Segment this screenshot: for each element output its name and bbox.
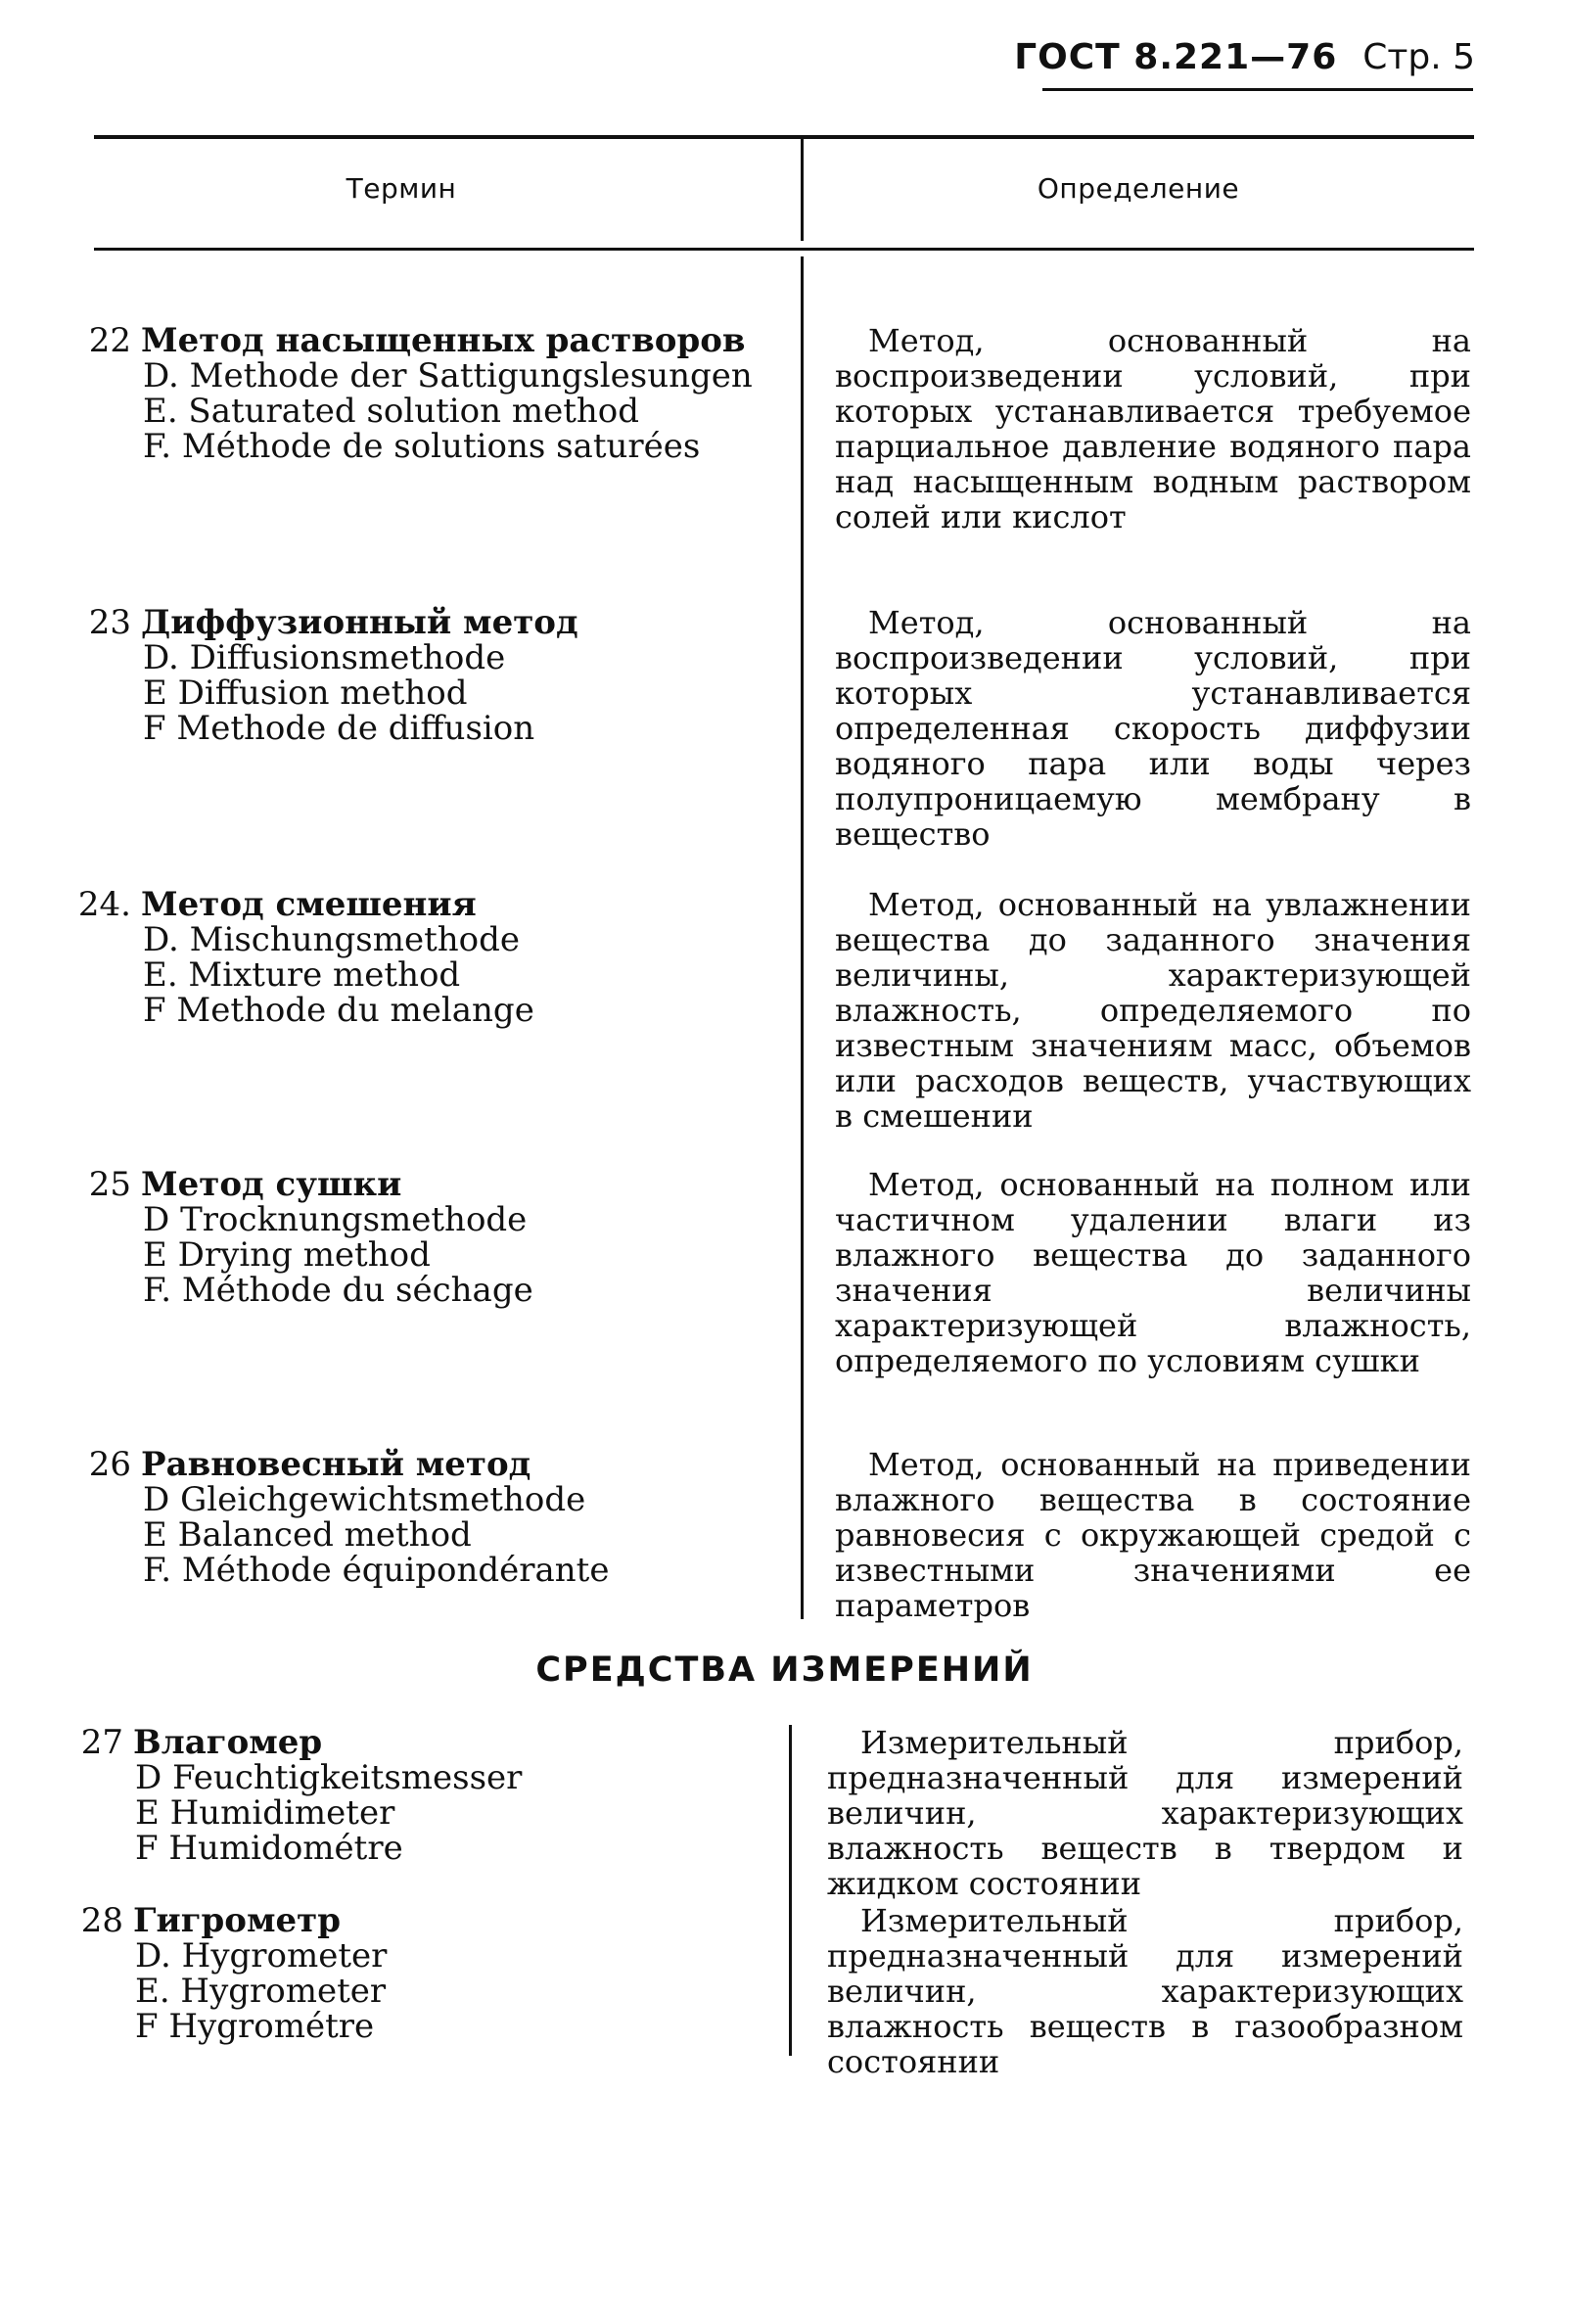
column-divider [801,139,804,241]
term-definition: Метод, основанный на воспроизведении условий, при которых устанавливается требуемое парциальное давление водяного пара над насыщенным водным раствором солей или кислот [835,322,1471,535]
term-number: 24. [77,885,131,924]
term-german: D Trocknungsmethode [143,1200,528,1239]
term-english: E Diffusion method [143,674,468,713]
term-block [69,323,803,464]
column-header-term: Термин [346,172,457,205]
term-french: F Hygrométre [135,2007,375,2046]
term-block [61,1725,795,1866]
term-name: Равновесный метод [141,1445,531,1484]
term-definition: Метод, основанный на полном или частичном удалении влаги из влажного вещества до заданного значения величины характеризующей влажность, определяемого по условиям сушки [835,1166,1471,1379]
term-name: Метод смешения [141,885,477,924]
term-name: Гигрометр [133,1901,341,1940]
term-definition: Измерительный прибор, предназначенный для измерений величин, характеризующих влажность веществ в твердом и жидком состоянии [827,1724,1463,1902]
term-name: Метод сушки [141,1165,402,1204]
term-block [69,1167,803,1308]
term-english: E. Mixture method [143,955,461,995]
document-code: ГОСТ 8.221—76 [1014,37,1338,77]
term-block [69,887,803,1028]
term-english: E. Saturated solution method [143,392,639,431]
term-german: D Gleichgewichtsmethode [143,1480,586,1519]
term-english: E Humidimeter [135,1793,395,1833]
term-definition: Метод, основанный на воспроизведении условий, при которых устанавливается определенная скорость диффузии водяного пара или воды через полупроницаемую мембрану в вещество [835,604,1471,853]
term-german: D. Hygrometer [135,1936,388,1975]
term-name: Диффузионный метод [141,603,578,642]
page-header [1014,37,1475,77]
term-french: F. Méthode de solutions saturées [143,427,701,466]
term-english: E Drying method [143,1235,431,1275]
term-french: F. Méthode du séchage [143,1271,533,1310]
term-name: Влагомер [133,1723,323,1762]
term-definition: Метод, основанный на приведении влажного вещества в состояние равновесия с окружающей средой с известными значениями ее параметров [835,1446,1471,1624]
term-french: F. Méthode équipondérante [143,1551,610,1590]
term-german: D. Methode der Sattigungslesungen [143,356,753,395]
term-number: 22 [88,321,131,360]
term-english: E. Hygrometer [135,1972,387,2011]
page-number: Стр. 5 [1362,37,1475,77]
term-french: F Methode de diffusion [143,709,535,748]
table-header-rule [94,248,1474,251]
term-name: Метод насыщенных растворов [141,321,746,360]
term-german: D. Mischungsmethode [143,920,521,959]
header-rule [1042,88,1473,91]
term-block [61,1903,795,2044]
term-block [69,1447,803,1588]
table-top-rule [94,135,1474,139]
term-french: F Humidométre [135,1829,403,1868]
term-number: 23 [88,603,131,642]
term-definition: Измерительный прибор, предназначенный для измерений величин, характеризующих влажность веществ в газообразном состоянии [827,1902,1463,2080]
term-number: 25 [88,1165,131,1204]
section-title: СРЕДСТВА ИЗМЕРЕНИЙ [535,1650,1034,1690]
term-number: 26 [88,1445,131,1484]
term-english: E Balanced method [143,1515,472,1555]
column-header-definition: Определение [1037,172,1240,205]
term-block [69,605,803,746]
term-number: 28 [80,1901,123,1940]
term-definition: Метод, основанный на увлажнении вещества до заданного значения величины, характеризующей влажность, определяемого по известным значениям масс, объемов или расходов веществ, участвующих в смешении [835,886,1471,1135]
term-german: D. Diffusionsmethode [143,638,506,677]
term-french: F Methode du melange [143,991,534,1030]
term-german: D Feuchtigkeitsmesser [135,1758,523,1797]
term-number: 27 [80,1723,123,1762]
